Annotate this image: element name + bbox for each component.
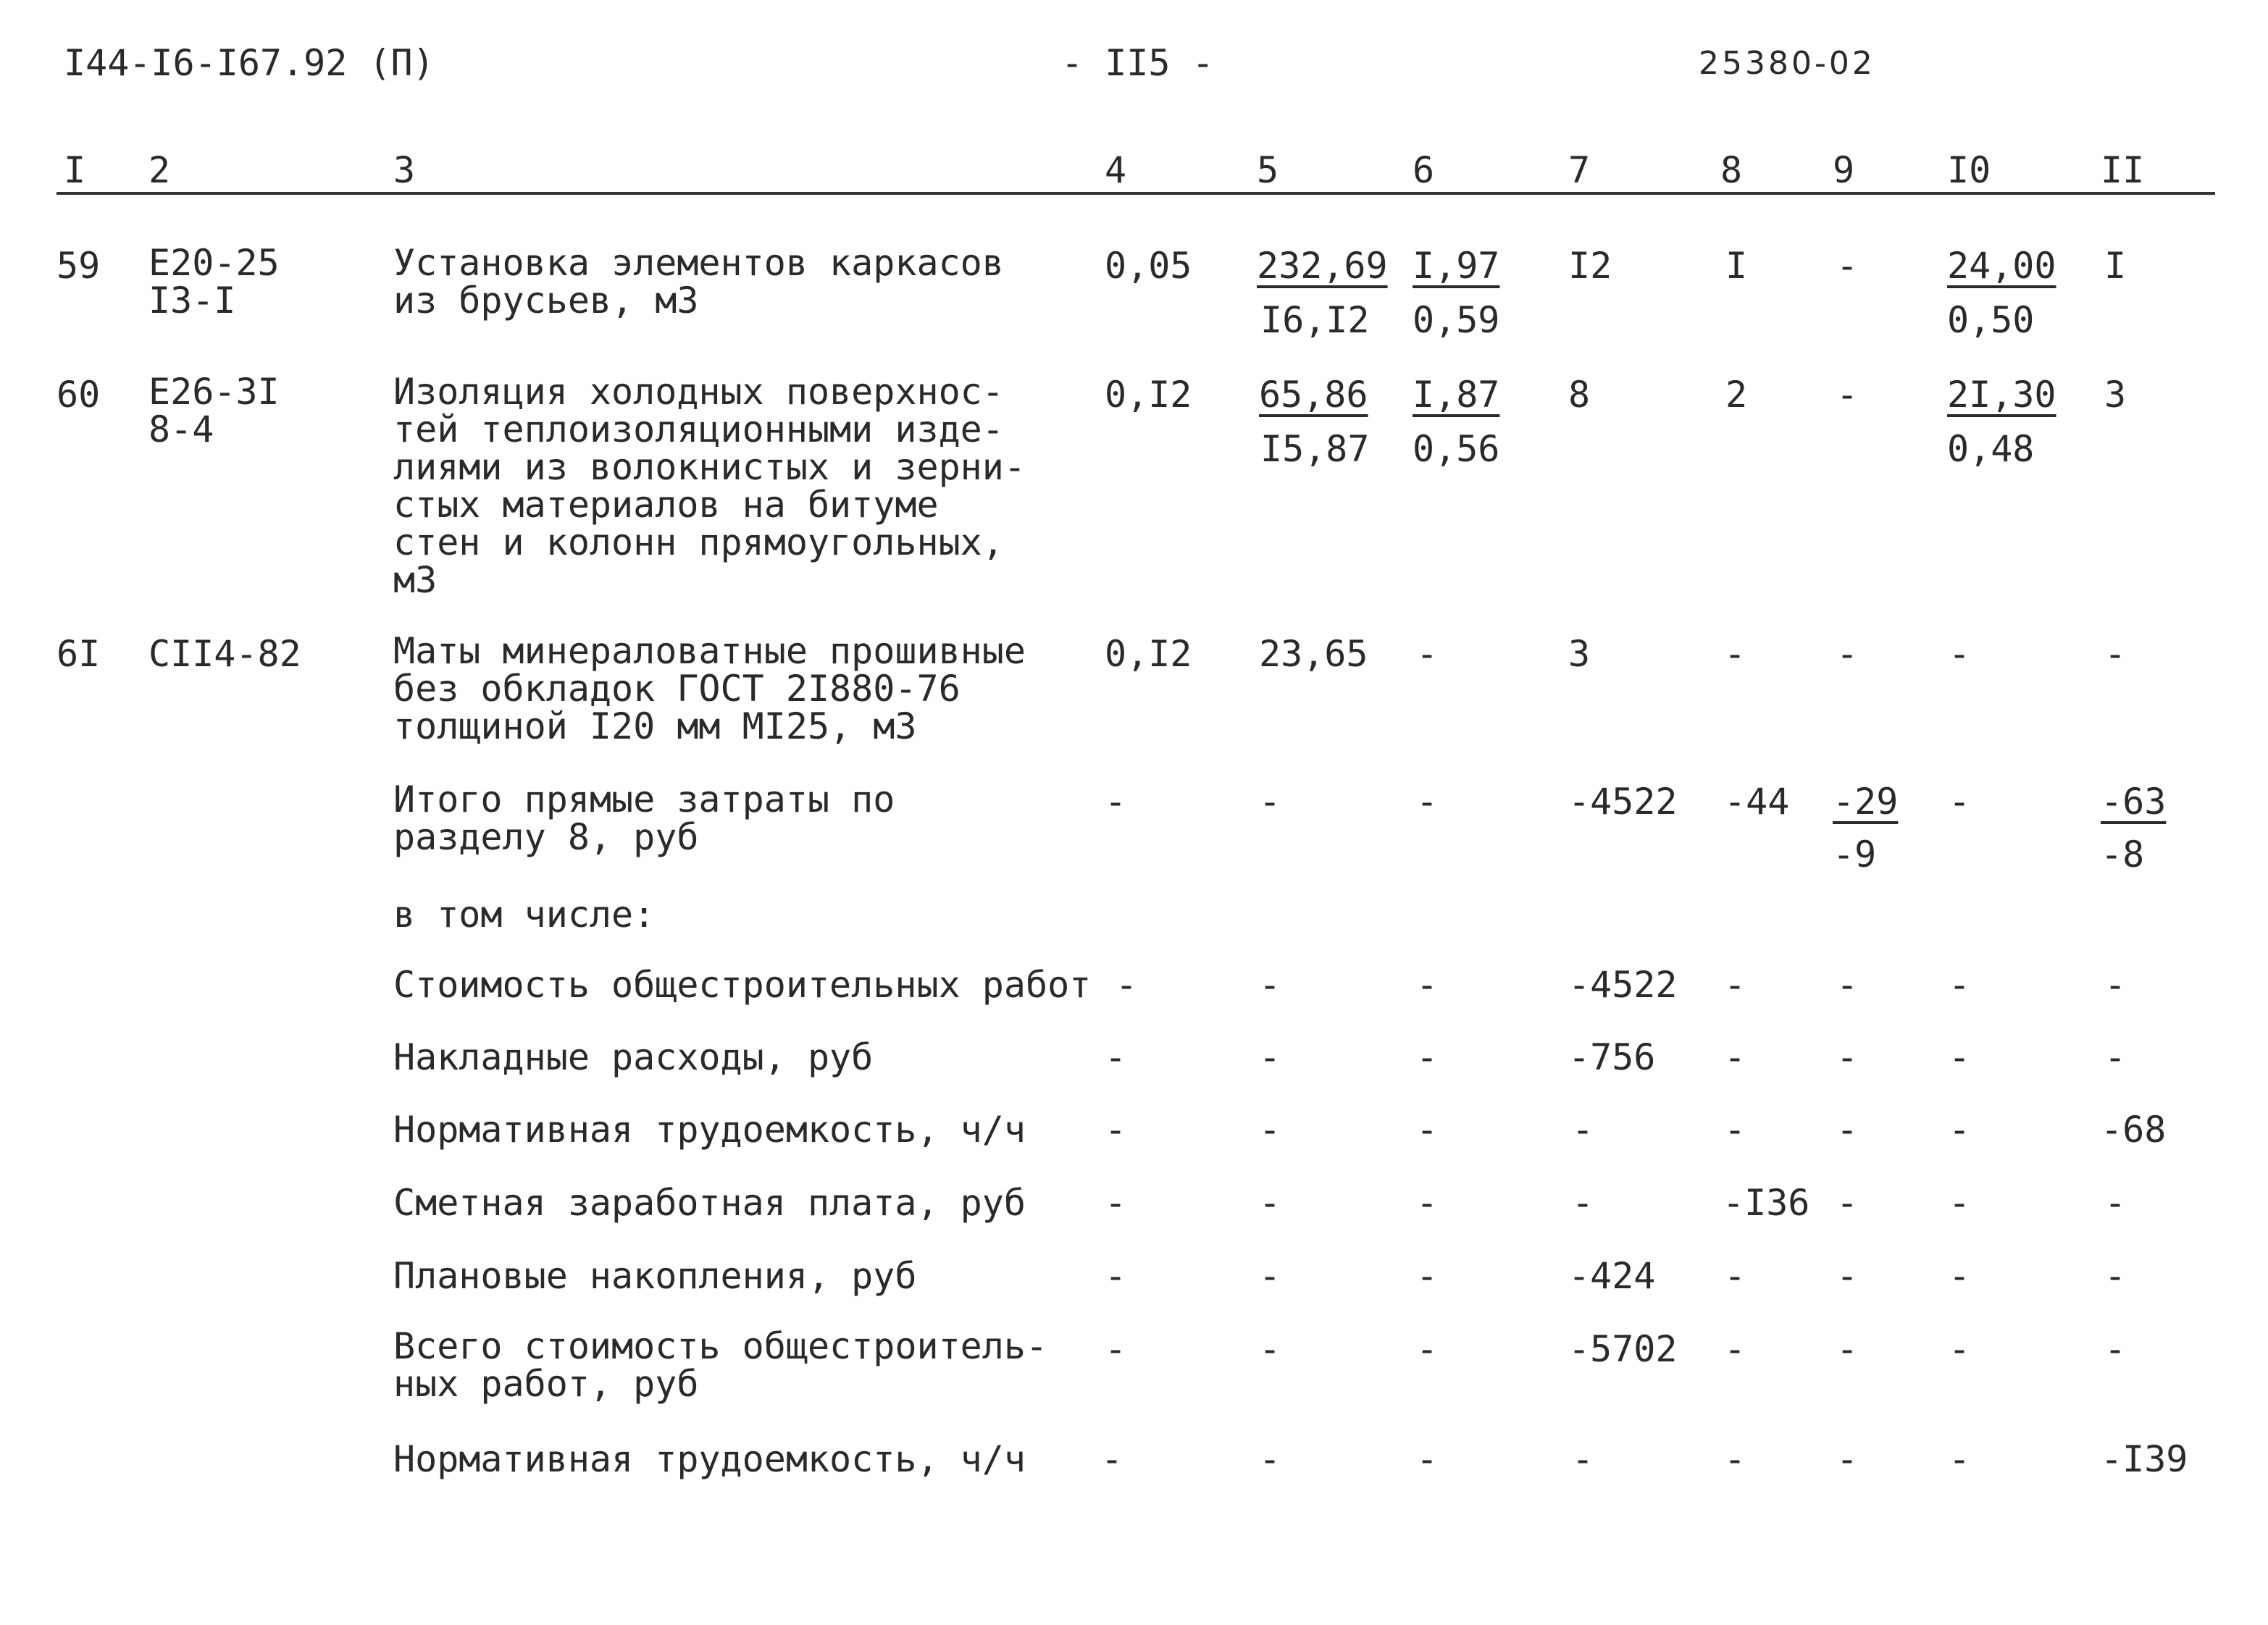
cell: -	[1836, 245, 1859, 287]
cell: -	[1836, 374, 1859, 416]
cell: -	[1949, 1109, 1971, 1151]
cell: 0,05	[1105, 245, 1192, 287]
cell: 23,65	[1259, 633, 1368, 675]
cell-numerator: -29	[1833, 781, 1899, 823]
cell: -	[2104, 1328, 2127, 1370]
cell: -	[1836, 633, 1859, 675]
cell-numerator: 2I,30	[1947, 374, 2056, 416]
cell: -	[1836, 1182, 1859, 1224]
cell: -I39	[2101, 1438, 2188, 1480]
cell: -	[1572, 1438, 1594, 1480]
cell: -	[1105, 1255, 1127, 1297]
column-header: 4	[1105, 149, 1127, 191]
cell: -	[1949, 781, 1971, 823]
document-code: I44-I6-I67.92 (П)	[64, 42, 435, 84]
column-header: 8	[1720, 149, 1743, 191]
summary-label: Итого прямые затраты по разделу 8, руб	[393, 778, 895, 858]
cell: -	[1949, 1182, 1971, 1224]
cell: 2	[1725, 374, 1748, 416]
cell: -	[1105, 1036, 1127, 1078]
cell: -	[2104, 1255, 2127, 1297]
including-label: в том числе:	[393, 894, 656, 936]
cell: 3	[1568, 633, 1591, 675]
column-header: 5	[1257, 149, 1279, 191]
cell: -	[1949, 1036, 1971, 1078]
cell: -	[1724, 1036, 1746, 1078]
cell-denominator: 0,48	[1947, 428, 2035, 470]
cell: 0,I2	[1105, 633, 1192, 675]
cell: -	[1416, 1182, 1439, 1224]
cell: I	[2104, 245, 2127, 287]
cell: -	[1572, 1109, 1594, 1151]
cell: 8	[1568, 374, 1591, 416]
summary-label: Нормативная трудоемкость, ч/ч	[393, 1109, 1026, 1151]
cell: -	[2104, 1036, 2127, 1078]
cell: -	[1836, 1109, 1859, 1151]
cell: 3	[2104, 374, 2127, 416]
cell: -	[1259, 1438, 1281, 1480]
cell: -4522	[1568, 781, 1678, 823]
row-description: Установка элементов каркасов из брусьев, м3	[393, 242, 1004, 322]
cell: 0,I2	[1105, 374, 1192, 416]
cell: -	[1116, 964, 1138, 1006]
cell: -	[1949, 964, 1971, 1006]
cell-numerator: I,87	[1413, 374, 1500, 416]
column-header: 9	[1833, 149, 1855, 191]
cell-denominator: 0,59	[1413, 299, 1500, 341]
cell-numerator: 232,69	[1257, 245, 1388, 287]
cell: -	[1724, 633, 1746, 675]
summary-label: Нормативная трудоемкость, ч/ч	[393, 1438, 1026, 1480]
row-code: Е26-3I 8-4	[148, 371, 280, 450]
cell: -	[1259, 1036, 1281, 1078]
cell-denominator: -8	[2101, 834, 2145, 876]
cell: -68	[2101, 1109, 2167, 1151]
cell-numerator: 24,00	[1947, 245, 2056, 287]
cell: -	[1724, 1328, 1746, 1370]
cell: -	[1949, 1438, 1971, 1480]
cell: -	[1416, 1438, 1439, 1480]
cell-denominator: 0,50	[1947, 299, 2035, 341]
cell: -	[1105, 781, 1127, 823]
row-number: 6I	[57, 633, 101, 675]
handwritten-number: 25380-02	[1699, 45, 1875, 82]
cell: -	[1724, 1255, 1746, 1297]
cell: -	[1416, 633, 1439, 675]
cell-denominator: -9	[1833, 834, 1877, 876]
cell: -4522	[1568, 964, 1678, 1006]
cell: -44	[1724, 781, 1790, 823]
cell: -	[1259, 1182, 1281, 1224]
cell-denominator: I6,I2	[1260, 299, 1370, 341]
cell: -	[1259, 1328, 1281, 1370]
summary-label: Плановые накопления, руб	[393, 1255, 917, 1297]
cell: -	[2104, 1182, 2127, 1224]
cell: I	[1725, 245, 1748, 287]
cell: -	[1416, 1255, 1439, 1297]
column-header: I	[64, 149, 86, 191]
cell-denominator: I5,87	[1260, 428, 1370, 470]
cell: -	[1259, 1109, 1281, 1151]
cell: -	[1724, 1109, 1746, 1151]
cell: -	[1836, 964, 1859, 1006]
cell: -	[1259, 964, 1281, 1006]
cell: -	[1259, 1255, 1281, 1297]
column-header: 7	[1568, 149, 1591, 191]
cell: -	[1949, 633, 1971, 675]
cell: -	[1105, 1109, 1127, 1151]
row-number: 59	[57, 245, 101, 287]
cell: -	[1836, 1328, 1859, 1370]
cell: -	[1836, 1255, 1859, 1297]
cell: -	[2104, 633, 2127, 675]
cell: -	[1416, 1328, 1439, 1370]
header-rule	[57, 192, 2215, 195]
cell: -	[1572, 1182, 1594, 1224]
cell: I2	[1568, 245, 1612, 287]
cell: -5702	[1568, 1328, 1678, 1370]
cell: -	[1836, 1036, 1859, 1078]
cell: -	[1949, 1255, 1971, 1297]
column-header: 2	[148, 149, 171, 191]
cell: -	[1105, 1328, 1127, 1370]
summary-label: Накладные расходы, руб	[393, 1036, 874, 1078]
cell: -	[2104, 964, 2127, 1006]
cell: -	[1949, 1328, 1971, 1370]
page-number: - II5 -	[1061, 42, 1214, 84]
cell: -	[1416, 781, 1439, 823]
cell-numerator: -63	[2101, 781, 2167, 823]
cell: -	[1836, 1438, 1859, 1480]
cell: -	[1101, 1438, 1123, 1480]
column-header: 6	[1413, 149, 1435, 191]
cell: -	[1724, 964, 1746, 1006]
cell: -	[1416, 964, 1439, 1006]
column-header: I0	[1947, 149, 1991, 191]
cell-denominator: 0,56	[1413, 428, 1500, 470]
column-header: II	[2101, 149, 2145, 191]
cell: -	[1105, 1182, 1127, 1224]
summary-label: Стоимость общестроительных работ	[393, 964, 1092, 1006]
cell-numerator: 65,86	[1259, 374, 1368, 416]
summary-label: Сметная заработная плата, руб	[393, 1182, 1026, 1224]
cell-numerator: I,97	[1413, 245, 1500, 287]
cell: -	[1724, 1438, 1746, 1480]
cell: -	[1416, 1036, 1439, 1078]
row-description: Маты минераловатные прошивные без обкладок ГОСТ 2I880-76 толщиной I20 мм МI25, м3	[393, 630, 1026, 747]
cell: -I36	[1723, 1182, 1810, 1224]
column-header: 3	[393, 149, 416, 191]
cell: -756	[1568, 1036, 1656, 1078]
row-number: 60	[57, 374, 101, 416]
cell: -	[1259, 781, 1281, 823]
cell: -	[1416, 1109, 1439, 1151]
cell: -424	[1568, 1255, 1656, 1297]
row-description: Изоляция холодных поверхнос- тей теплоизоляционными изде- лиями из волокнистых и зерни- стых материалов на битуме стен и колонн прямоугольных, м3	[393, 371, 1026, 601]
row-code: Е20-25 I3-I	[148, 242, 280, 322]
summary-label: Всего стоимость общестроитель- ных работ, руб	[393, 1325, 1048, 1405]
row-code: СII4-82	[148, 633, 301, 675]
